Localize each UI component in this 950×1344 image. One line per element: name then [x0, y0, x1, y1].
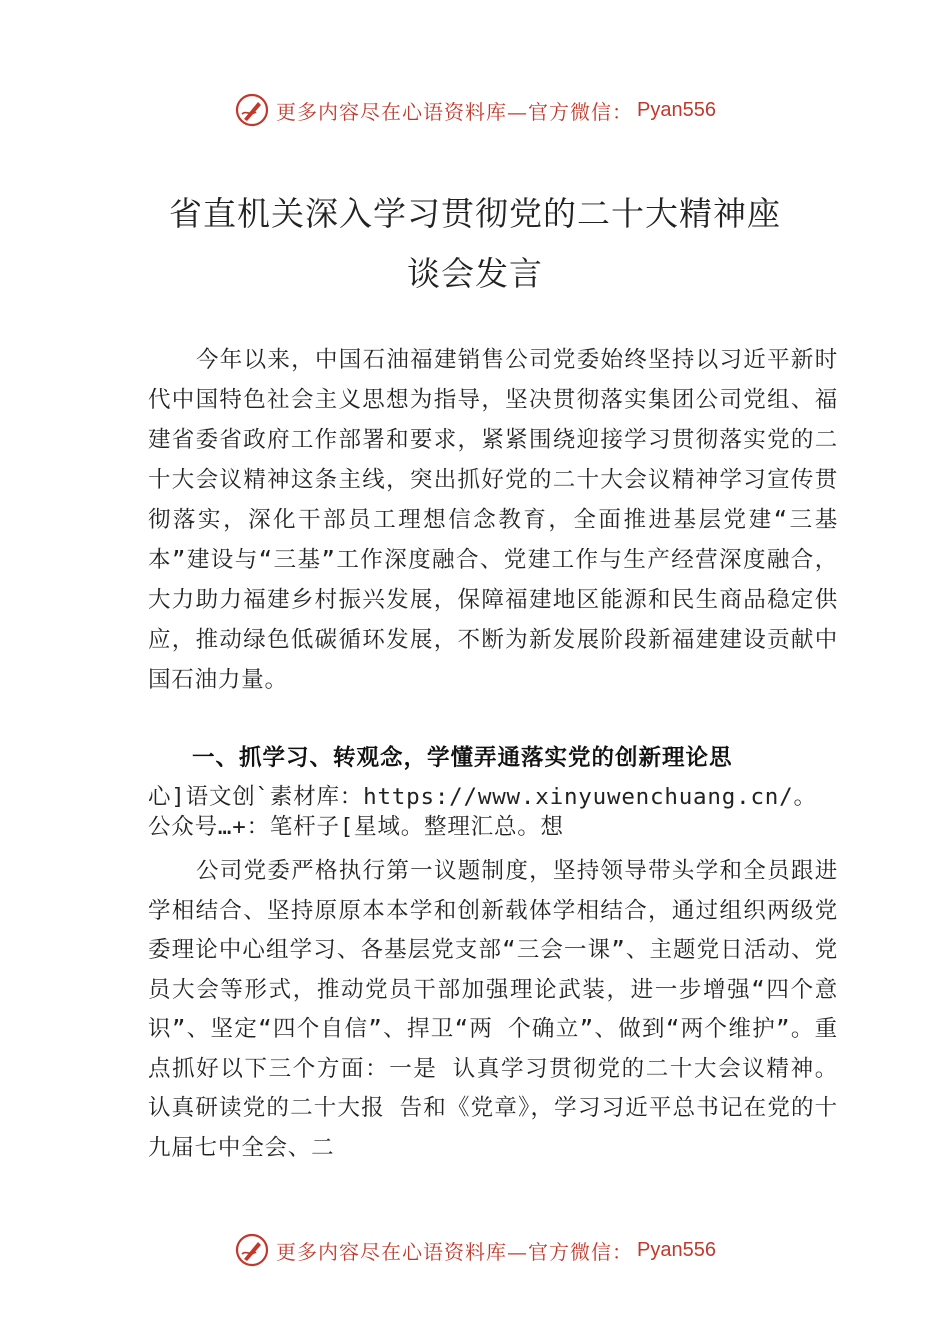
- section-heading-1-tail: 心]语文创`素材库：https://www.xinyuwenchuang.cn/。公众号…+：笔杆子[星域。整理汇总。想: [148, 784, 817, 840]
- watermark-wechat-id: Pyan556: [637, 98, 716, 121]
- section-heading-1: 一、抓学习、转观念，学懂弄通落实党的创新理论思: [192, 745, 733, 771]
- watermark-text: 更多内容尽在心语资料库—官方微信：: [276, 1239, 634, 1264]
- watermark-banner-top: [0, 92, 950, 128]
- pen-logo-icon: [234, 1232, 270, 1268]
- pen-logo-icon: [234, 92, 270, 128]
- watermark-banner-bottom: [0, 1232, 950, 1268]
- paragraph-intro: 今年以来，中国石油福建销售公司党委始终坚持以习近平新时代中国特色社会主义思想为指导，坚决贯彻落实集团公司党组、福建省委省政府工作部署和要求，紧紧围绕迎接学习贯彻落实党的二十大会议精神这条主线，突出抓好党的二十大会议精神学习宣传贯彻落实，深化干部员工理想信念教育，全面推进基层党建“三基本”建设与“三基”工作深度融合、党建工作与生产经营深度融合，大力助力福建乡村振兴发展，保障福建地区能源和民生商品稳定供应，推动绿色低碳循环发展，不断为新发展阶段新福建建设贡献中国石油力量。: [148, 347, 838, 693]
- watermark-wechat-id: Pyan556: [637, 1238, 716, 1261]
- watermark-text: 更多内容尽在心语资料库—官方微信：: [276, 99, 634, 124]
- document-title-line-1: 省直机关深入学习贯彻党的二十大精神座: [169, 194, 781, 233]
- paragraph-section-1: 公司党委严格执行第一议题制度，坚持领导带头学和全员跟进学相结合、坚持原原本本学和创新载体学相结合，通过组织两级党委理论中心组学习、各基层党支部“三会一课”、主题党日活动、党员大会等形式，推动党员干部加强理论武装，进一步增强“四个意识”、坚定“四个自信”、捍卫“两 个确立”、做到“两个维护”。重点抓好以下三个方面：一是 认真学习贯彻党的二十大会议精神。认真研读党的二十大报 告和《党章》，学习习近平总书记在党的十九届七中全会、二: [148, 858, 838, 1161]
- document-title-line-2: 谈会发言: [407, 254, 543, 293]
